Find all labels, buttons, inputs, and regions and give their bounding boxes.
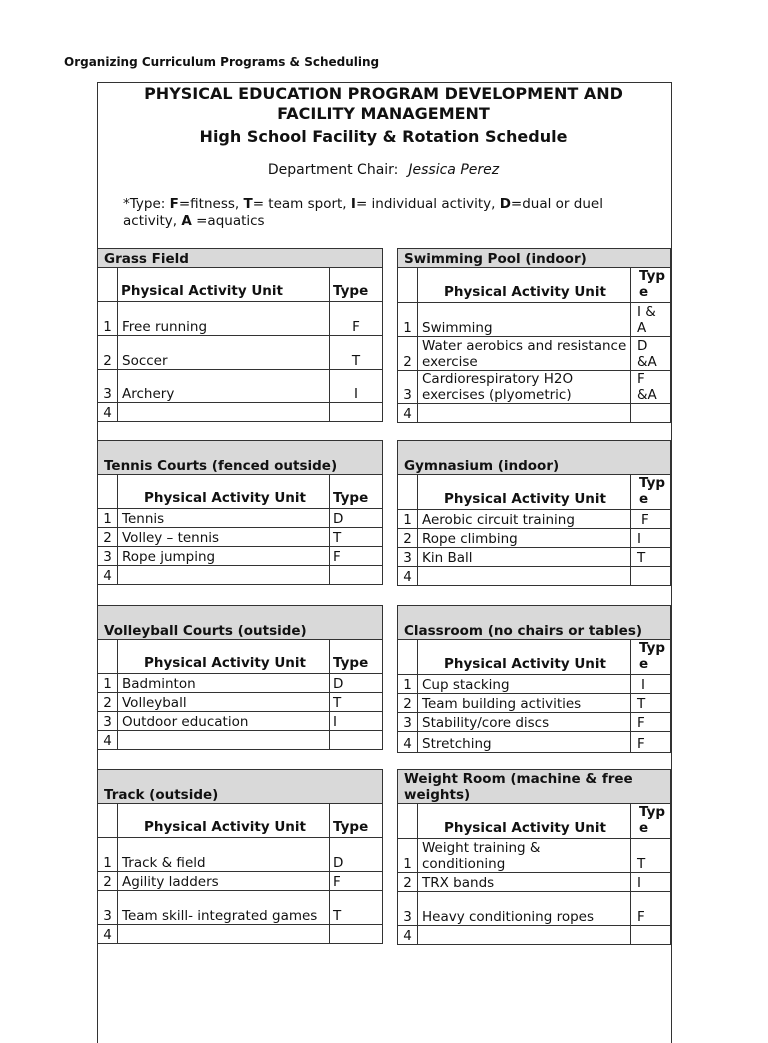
facility-title: Gymnasium (indoor) <box>398 441 671 475</box>
activity-cell <box>118 731 330 750</box>
table-row <box>98 838 383 872</box>
header-type: Type <box>330 640 383 674</box>
row-number: 1 <box>98 302 118 336</box>
table-row <box>98 693 383 712</box>
row-number: 4 <box>98 566 118 585</box>
type-cell: I <box>330 712 383 731</box>
title-line-1: PHYSICAL EDUCATION PROGRAM DEVELOPMENT AND <box>144 84 623 103</box>
table-row <box>398 303 671 337</box>
type-cell: I <box>631 675 671 694</box>
table-row <box>98 891 383 925</box>
activity-cell: Stability/core discs <box>418 713 631 732</box>
activity-cell <box>418 404 631 423</box>
type-desc-a: =aquatics <box>191 213 265 229</box>
type-cell: T <box>631 839 671 873</box>
header-type: Type <box>631 268 671 303</box>
type-cell: D <box>330 674 383 693</box>
document-header <box>97 82 670 248</box>
type-cell <box>330 731 383 750</box>
row-number: 4 <box>98 403 118 422</box>
header-num <box>398 475 418 510</box>
header-activity: Physical Activity Unit <box>118 640 330 674</box>
activity-cell: Aerobic circuit training <box>418 510 631 529</box>
table-row <box>98 872 383 891</box>
header-activity: Physical Activity Unit <box>118 804 330 838</box>
type-desc-i: = individual activity, <box>355 196 500 212</box>
type-cell: F <box>631 510 671 529</box>
table-row <box>98 403 383 422</box>
activity-cell: Volleyball <box>118 693 330 712</box>
header-type: Type <box>631 640 671 675</box>
type-cell: F <box>330 547 383 566</box>
activity-cell: Stretching <box>418 732 631 753</box>
type-cell: T <box>631 694 671 713</box>
activity-cell <box>118 403 330 422</box>
activity-cell: Volley – tennis <box>118 528 330 547</box>
type-cell: F <box>330 302 383 336</box>
type-desc-d: =dual or duel activity, <box>123 196 603 229</box>
table-row <box>398 713 671 732</box>
type-cell: F <box>631 732 671 753</box>
activity-cell: Track & field <box>118 838 330 872</box>
header-activity: Physical Activity Unit <box>418 475 631 510</box>
row-number: 3 <box>398 371 418 404</box>
row-number: 3 <box>398 713 418 732</box>
row-number: 3 <box>98 712 118 731</box>
table-row <box>398 675 671 694</box>
header-num <box>98 475 118 509</box>
chair-label: Department Chair: <box>267 162 399 178</box>
type-cell: I <box>330 370 383 403</box>
table-row <box>98 509 383 528</box>
type-cell: I <box>631 529 671 548</box>
row-number: 4 <box>98 925 118 944</box>
row-number: 4 <box>98 731 118 750</box>
type-cell: T <box>330 693 383 712</box>
table-row <box>398 694 671 713</box>
table-row <box>98 370 383 403</box>
facility-title: Swimming Pool (indoor) <box>398 249 671 268</box>
running-header: Organizing Curriculum Programs & Scheduling <box>64 55 380 69</box>
row-number: 1 <box>98 674 118 693</box>
header-num <box>98 268 118 302</box>
type-cell: D <box>330 838 383 872</box>
facility-table-grass-field <box>97 248 383 422</box>
type-cell: D &A <box>631 337 671 371</box>
subtitle: High School Facility & Rotation Schedule <box>199 127 568 146</box>
header-activity: Physical Activity Unit <box>118 475 330 509</box>
type-cell: I <box>631 873 671 892</box>
activity-cell <box>418 567 631 586</box>
type-cell <box>631 404 671 423</box>
table-row <box>98 925 383 944</box>
activity-cell <box>118 925 330 944</box>
type-cell: F <box>330 872 383 891</box>
facility-table-tennis-courts <box>97 440 383 585</box>
facility-title: Tennis Courts (fenced outside) <box>98 441 383 475</box>
type-cell: T <box>631 548 671 567</box>
type-cell: F <box>631 713 671 732</box>
table-row <box>98 528 383 547</box>
facility-title: Grass Field <box>98 249 383 268</box>
activity-cell: Weight training & conditioning <box>418 839 631 873</box>
row-number: 2 <box>398 873 418 892</box>
type-key-prefix: *Type: <box>123 196 170 212</box>
activity-cell: Team building activities <box>418 694 631 713</box>
table-row <box>98 731 383 750</box>
type-code-i: I <box>350 196 356 212</box>
type-key <box>123 196 643 230</box>
activity-cell: Outdoor education <box>118 712 330 731</box>
table-row <box>98 302 383 336</box>
header-activity: Physical Activity Unit <box>418 640 631 675</box>
department-chair <box>97 162 670 178</box>
table-row <box>98 712 383 731</box>
activity-cell: Soccer <box>118 336 330 370</box>
row-number: 1 <box>398 839 418 873</box>
activity-cell: Team skill- integrated games <box>118 891 330 925</box>
type-cell <box>330 403 383 422</box>
header-type: Type <box>631 804 671 839</box>
row-number: 2 <box>98 872 118 891</box>
type-cell: F <box>631 892 671 926</box>
type-cell: T <box>330 891 383 925</box>
table-row <box>98 566 383 585</box>
type-code-t: T <box>243 196 253 212</box>
row-number: 1 <box>398 303 418 337</box>
activity-cell: Badminton <box>118 674 330 693</box>
header-activity: Physical Activity Unit <box>118 268 330 302</box>
row-number: 1 <box>398 675 418 694</box>
table-row <box>398 404 671 423</box>
header-activity: Physical Activity Unit <box>418 268 631 303</box>
table-row <box>398 926 671 945</box>
facility-table-gymnasium <box>397 440 671 586</box>
row-number: 2 <box>398 337 418 371</box>
row-number: 1 <box>398 510 418 529</box>
facility-table-volleyball-courts <box>97 605 383 750</box>
row-number: 3 <box>98 891 118 925</box>
table-row <box>398 371 671 404</box>
activity-cell: Free running <box>118 302 330 336</box>
facility-table-swimming-pool <box>397 248 671 423</box>
type-code-d: D <box>499 196 511 212</box>
activity-cell: Swimming <box>418 303 631 337</box>
facility-table-weight-room <box>397 769 671 945</box>
type-cell: D <box>330 509 383 528</box>
row-number: 3 <box>98 547 118 566</box>
table-row <box>398 873 671 892</box>
table-row <box>98 336 383 370</box>
activity-cell: Heavy conditioning ropes <box>418 892 631 926</box>
type-cell: I & A <box>631 303 671 337</box>
activity-cell <box>418 926 631 945</box>
facility-title: Classroom (no chairs or tables) <box>398 606 671 640</box>
type-desc-t: = team sport, <box>252 196 351 212</box>
activity-cell: Water aerobics and resistance exercise <box>418 337 631 371</box>
header-type: Type <box>330 268 383 302</box>
facility-title: Volleyball Courts (outside) <box>98 606 383 640</box>
row-number: 2 <box>398 529 418 548</box>
header-type: Type <box>631 475 671 510</box>
type-cell <box>330 566 383 585</box>
row-number: 3 <box>398 892 418 926</box>
type-cell: F &A <box>631 371 671 404</box>
type-desc-f: =fitness, <box>178 196 244 212</box>
activity-cell: Cup stacking <box>418 675 631 694</box>
table-row <box>398 892 671 926</box>
header-num <box>398 804 418 839</box>
activity-cell: Kin Ball <box>418 548 631 567</box>
activity-cell: Rope climbing <box>418 529 631 548</box>
type-cell <box>631 567 671 586</box>
row-number: 3 <box>398 548 418 567</box>
header-type: Type <box>330 475 383 509</box>
row-number: 4 <box>398 404 418 423</box>
row-number: 2 <box>98 693 118 712</box>
type-cell <box>330 925 383 944</box>
table-row <box>398 529 671 548</box>
facility-table-classroom <box>397 605 671 753</box>
type-code-a: A <box>181 213 192 229</box>
row-number: 4 <box>398 567 418 586</box>
row-number: 2 <box>98 528 118 547</box>
row-number: 2 <box>98 336 118 370</box>
activity-cell <box>118 566 330 585</box>
facility-title: Weight Room (machine & free weights) <box>398 770 671 804</box>
table-row <box>98 547 383 566</box>
table-row <box>398 567 671 586</box>
table-row <box>398 839 671 873</box>
row-number: 2 <box>398 694 418 713</box>
activity-cell: Archery <box>118 370 330 403</box>
table-row <box>398 510 671 529</box>
type-cell: T <box>330 336 383 370</box>
facility-title: Track (outside) <box>98 770 383 804</box>
row-number: 4 <box>398 732 418 753</box>
header-activity: Physical Activity Unit <box>418 804 631 839</box>
row-number: 1 <box>98 509 118 528</box>
facility-table-track <box>97 769 383 944</box>
row-number: 1 <box>98 838 118 872</box>
header-type: Type <box>330 804 383 838</box>
activity-cell: Rope jumping <box>118 547 330 566</box>
activity-cell: Agility ladders <box>118 872 330 891</box>
header-num <box>398 268 418 303</box>
row-number: 3 <box>98 370 118 403</box>
title-line-2: FACILITY MANAGEMENT <box>277 104 490 123</box>
header-num <box>98 804 118 838</box>
table-row <box>98 674 383 693</box>
chair-name: Jessica Perez <box>408 162 500 178</box>
table-row <box>398 337 671 371</box>
row-number: 4 <box>398 926 418 945</box>
type-code-f: F <box>169 196 179 212</box>
table-row <box>398 548 671 567</box>
activity-cell: Tennis <box>118 509 330 528</box>
type-cell: T <box>330 528 383 547</box>
activity-cell: TRX bands <box>418 873 631 892</box>
activity-cell: Cardiorespiratory H2O exercises (plyometric) <box>418 371 631 404</box>
type-cell <box>631 926 671 945</box>
table-row <box>398 732 671 753</box>
header-num <box>398 640 418 675</box>
header-num <box>98 640 118 674</box>
